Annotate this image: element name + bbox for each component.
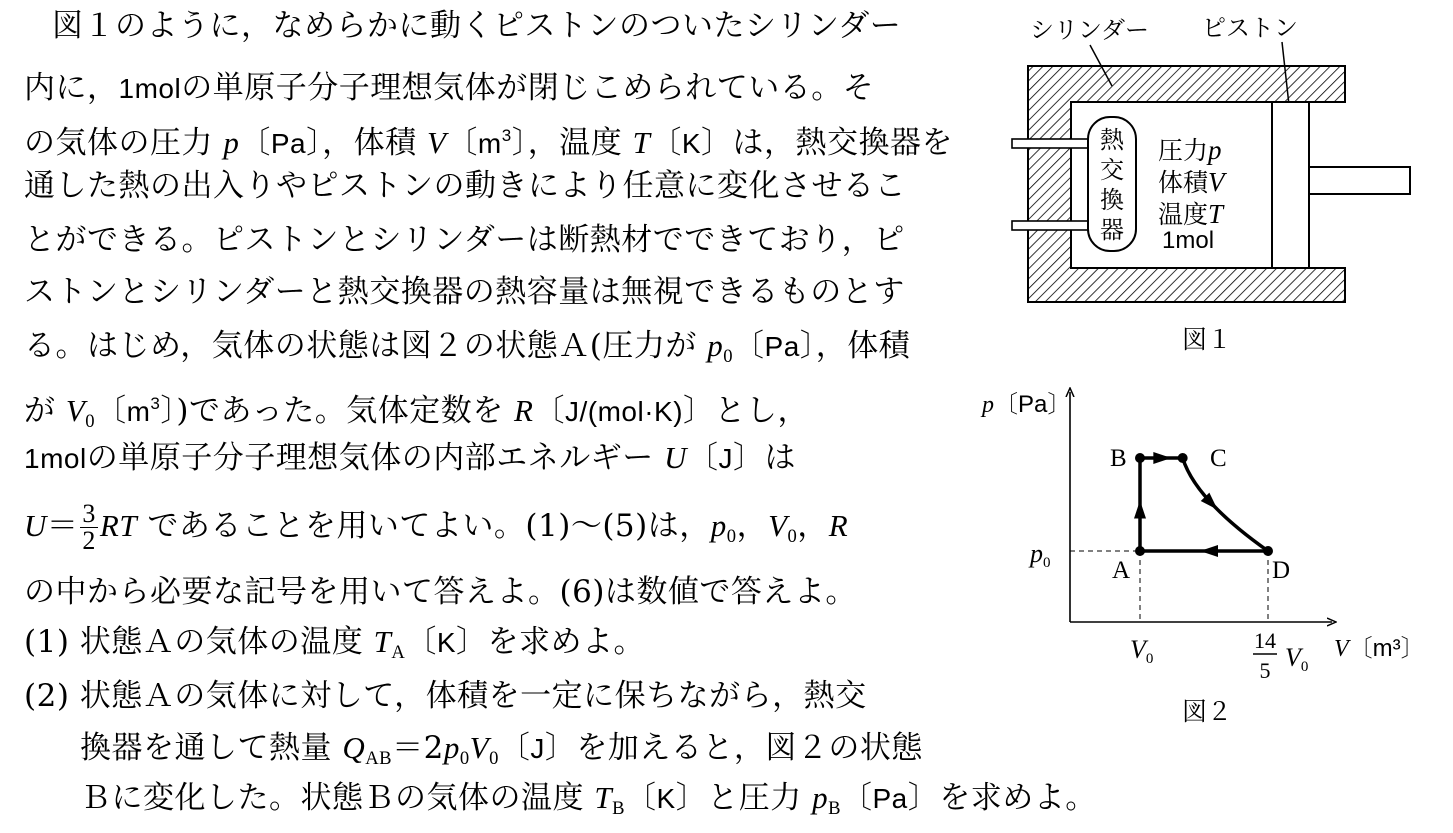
- x-tick-14-5-num: 14: [1254, 628, 1276, 653]
- figure-1-caption: 図１: [1182, 325, 1233, 354]
- label-piston: ピストン: [1202, 14, 1298, 42]
- text-line-3: の気体の圧力 p〔Pa〕，体積 V〔$m^3$〕，温度 T〔K〕は，熱交換器を: [24, 125, 954, 161]
- y-axis-unit: 〔Pa〕: [994, 391, 1072, 418]
- x-tick-v0: V0: [1130, 635, 1154, 667]
- heat-exchanger-char-1: 熱: [1100, 126, 1124, 154]
- text-line-7: る。はじめ，気体の状態は図２の状態Ａ(圧力が $p_0$〔Pa〕，体積: [24, 328, 911, 367]
- x-tick-14-5-den: 5: [1259, 658, 1271, 683]
- point-label-d: D: [1272, 557, 1291, 584]
- text-line-5: とができる。ピストンとシリンダーは断熱材でできており，ピ: [24, 222, 905, 258]
- text-line-13: (2) 状態Ａの気体に対して，体積を一定に保ちながら，熱交: [24, 678, 867, 714]
- point-b: [1135, 453, 1145, 463]
- text-line-10: U＝ $\frac{3}{2}$ RT であることを用いてよい。(1)～(5)は，$p_0$，$V_0$，R: [24, 499, 849, 555]
- point-label-c: C: [1210, 445, 1227, 472]
- figure-2-caption: 図２: [1182, 697, 1233, 726]
- point-a: [1135, 546, 1145, 556]
- figure-1-cylinder: [1000, 0, 1430, 370]
- gas-amount-label: 1mol: [1162, 227, 1215, 254]
- y-axis-label: p〔Pa〕: [982, 391, 1072, 418]
- point-label-a: A: [1112, 557, 1131, 584]
- text-line-4: 通した熱の出入りやピストンの動きにより任意に変化させるこ: [24, 168, 906, 204]
- heat-exchanger-pipe-bottom: [1012, 221, 1092, 230]
- gas-pressure-label: 圧力p: [1158, 135, 1222, 165]
- text-line-14: 換器を通して熱量 $Q_{AB}=2p_0V_0$〔J〕を加えると，図２の状態: [80, 730, 923, 769]
- text-line-1: 図１のように，なめらかに動くピストンのついたシリンダー: [52, 8, 902, 44]
- gas-volume-label: 体積V: [1158, 167, 1225, 197]
- label-cylinder: シリンダー: [1030, 16, 1150, 44]
- text-line-12: (1) 状態Ａの気体の温度 $T_A$〔K〕を求めよ。: [24, 624, 645, 663]
- figure-2-pv-diagram: [980, 380, 1440, 730]
- y-tick-p0: p0: [1030, 539, 1051, 571]
- heat-exchanger-char-4: 器: [1100, 216, 1124, 244]
- point-c: [1178, 453, 1188, 463]
- cycle-layer: [1134, 452, 1273, 557]
- text-line-15: Ｂに変化した。状態Ｂの気体の温度 $T_B$〔K〕と圧力 $p_B$〔Pa〕を求めよ。: [80, 780, 1097, 819]
- text-line-8: が $V_0$〔$m^3$〕)であった。気体定数を R〔J/(mol·K)〕とし，: [24, 393, 810, 432]
- heat-exchanger-pipe-top: [1012, 139, 1092, 148]
- x-axis-unit: 〔m³〕: [1348, 635, 1425, 662]
- heat-exchanger-char-2: 交: [1100, 156, 1124, 184]
- point-d: [1263, 546, 1273, 556]
- gas-temperature-label: 温度T: [1158, 199, 1224, 229]
- heat-exchanger-char-3: 換: [1100, 186, 1124, 214]
- x-axis-label: V〔m³〕: [1334, 635, 1425, 662]
- fraction-three-halves: $\frac{3}{2}$: [82, 499, 96, 555]
- text-line-6: ストンとシリンダーと熱交換器の熱容量は無視できるものとす: [24, 274, 905, 310]
- piston: [1272, 102, 1309, 268]
- text-line-11: の中から必要な記号を用いて答えよ。(6)は数値で答えよ。: [24, 574, 857, 610]
- piston-rod: [1309, 167, 1410, 194]
- x-tick-14-5-v0: V0: [1285, 643, 1309, 675]
- point-label-b: B: [1110, 445, 1127, 472]
- text-line-9: 1molの単原子分子理想気体の内部エネルギー U〔J〕は: [24, 440, 796, 476]
- text-line-2: 内に，1molの単原子分子理想気体が閉じこめられている。そ: [24, 70, 875, 106]
